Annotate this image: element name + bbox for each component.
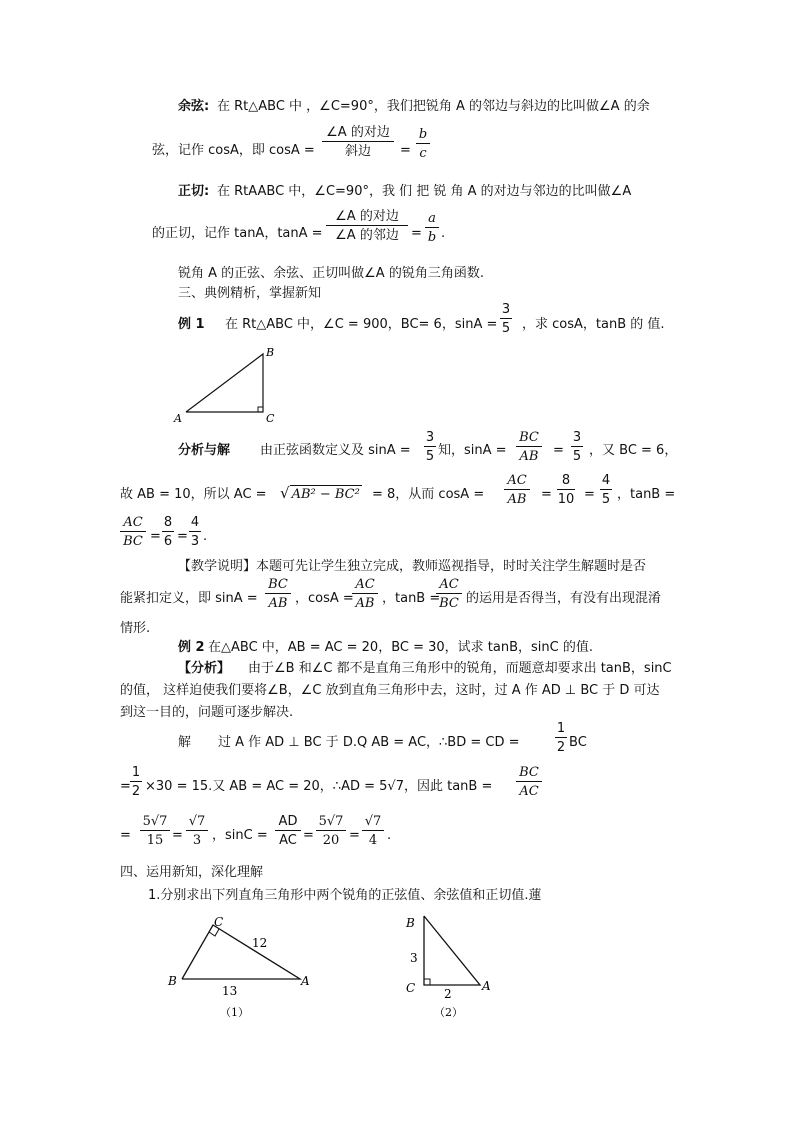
solution-frac-5 — [186, 815, 208, 847]
solution-frac-3 — [516, 766, 542, 798]
example-2-label: 例 2 — [178, 640, 205, 655]
analysis-frac-5 — [557, 474, 575, 506]
frac-num: 8 — [557, 474, 575, 490]
vertex-c-label: C — [214, 915, 224, 929]
eq: = — [120, 828, 131, 843]
cos-eq: = — [400, 143, 411, 158]
vertex-b-label: B — [406, 916, 415, 930]
side-length-12: 12 — [252, 936, 268, 950]
analysis-l2-c: ，tanB = — [617, 487, 676, 502]
eq: = — [584, 487, 595, 502]
tan-frac-den: ∠A 的邻边 — [335, 228, 399, 243]
right-angle-mark — [258, 407, 263, 412]
example-1-text: 在 Rt△ABC 中，∠C = 900，BC= 6，sinA = — [225, 317, 498, 332]
frac-num: AC — [352, 578, 378, 594]
tan-frac-num: ∠A 的对边 — [326, 210, 408, 226]
section-4-heading: 四、运用新知，深化理解 — [120, 865, 264, 880]
cos-ratio — [416, 128, 430, 160]
frac-num: 3 — [572, 430, 582, 445]
right-angle-mark — [424, 979, 430, 985]
analysis-l1-a: 由正弦函数定义及 sinA = — [260, 443, 411, 458]
figure-2-caption: （2） — [434, 1006, 463, 1019]
frac-num: BC — [265, 578, 291, 594]
frac-num: 4 — [190, 515, 200, 530]
example-1-fraction — [500, 303, 512, 335]
frac-den: AB — [268, 596, 288, 611]
note-frac-2 — [352, 578, 378, 610]
analysis-frac-1 — [424, 431, 436, 463]
frac-den: 2 — [556, 740, 566, 755]
frac-den: 5 — [425, 449, 435, 464]
note-l2-d: 的运用是否得当，有没有出现混淆 — [466, 591, 662, 606]
frac-num: AC — [120, 516, 146, 532]
frac-den: AC — [519, 784, 539, 799]
cos-frac-num: ∠A 的对边 — [322, 126, 394, 142]
solution-frac-8 — [362, 815, 384, 847]
frac-num: √7 — [362, 815, 384, 831]
cos-label: 余弦: — [178, 99, 210, 114]
frac-num: 1 — [131, 765, 141, 780]
tan-def-line2: 的正切，记作 tanA，tanA = — [152, 226, 323, 241]
frac-den: 4 — [368, 833, 378, 848]
frac-num: 4 — [601, 473, 611, 488]
frac-den: 10 — [557, 492, 575, 507]
note-frac-3 — [436, 578, 462, 610]
analysis-frac-3 — [571, 431, 583, 463]
vertex-c-label: C — [266, 412, 275, 425]
analysis-l1-c: = — [553, 443, 564, 458]
solution-label: 解 — [178, 735, 192, 750]
frac-den: AB — [355, 596, 375, 611]
analysis-frac-6 — [600, 474, 612, 506]
solution-frac-1 — [555, 722, 567, 754]
analysis-frac-7 — [120, 516, 146, 548]
tan-fraction — [326, 210, 408, 242]
example-1-label: 例 1 — [178, 317, 205, 332]
frac-num: BC — [516, 431, 542, 447]
frac-den: AB — [519, 449, 539, 464]
cos-def-line1: 在 Rt△ABC 中 ，∠C=90°，我们把锐角 A 的邻边与斜边的比叫做∠A 的余 — [217, 99, 650, 114]
side-length-3: 3 — [410, 951, 418, 965]
solution-frac-4 — [140, 815, 170, 847]
vertex-c-label: C — [406, 981, 416, 995]
frac-num: 8 — [163, 515, 173, 530]
frac-num: AC — [504, 474, 530, 490]
tan-ratio-den: b — [427, 230, 437, 245]
eq: = — [541, 487, 552, 502]
eq: = — [150, 529, 161, 544]
triangle-bca — [424, 916, 480, 985]
summary-line: 锐角 A 的正弦、余弦、正切叫做∠A 的锐角三角函数. — [178, 266, 484, 281]
sqrt-expression: √ AB² − BC² — [280, 484, 360, 502]
note-frac-1 — [265, 578, 291, 610]
eq: = — [172, 828, 183, 843]
example-2-analysis-line3: 到这一目的，问题可逐步解决. — [120, 705, 294, 720]
analysis-frac-9 — [189, 516, 201, 548]
vertex-a-label: A — [174, 412, 182, 425]
frac-den: BC — [123, 534, 143, 549]
frac-num: 1 — [556, 721, 566, 736]
exercise-figure-2 — [396, 910, 506, 1022]
eq: = — [120, 779, 131, 794]
frac-den: BC — [439, 596, 459, 611]
frac-num: AC — [436, 578, 462, 594]
cos-frac-den: 斜边 — [344, 144, 371, 159]
frac-den: AB — [507, 492, 527, 507]
side-length-13: 13 — [222, 984, 238, 998]
solution-frac-2 — [130, 766, 142, 798]
cos-fraction — [322, 126, 394, 158]
figure-1-caption: （1） — [220, 1006, 249, 1019]
frac-den: 15 — [146, 833, 164, 848]
vertex-a-label: A — [482, 979, 491, 993]
analysis-label: 分析与解 — [178, 443, 231, 458]
example-2-analysis-label: 【分析】 — [178, 661, 231, 676]
side-length-2: 2 — [444, 987, 452, 1001]
example-2-text: 在△ABC 中，AB = AC = 20，BC = 30，试求 tanB，sinC 的值. — [208, 640, 593, 655]
tan-eq: = — [411, 226, 422, 241]
frac-den: 5 — [572, 449, 582, 464]
sqrt-radicand: AB² − BC² — [291, 487, 360, 502]
frac-num: BC — [516, 766, 542, 782]
triangle-bca — [182, 925, 300, 979]
vertex-b-label: B — [168, 974, 177, 988]
frac-num: AD — [275, 815, 301, 831]
tan-ratio-num: a — [425, 212, 439, 228]
exercise-1-text: 1.分别求出下列直角三角形中两个锐角的正弦值、余弦值和正切值.蓮 — [148, 888, 542, 903]
period: . — [203, 529, 208, 544]
cos-ratio-den: c — [419, 146, 427, 161]
note-l2-a: 能紧扣定义，即 sinA = — [120, 591, 258, 606]
solution-line2: ×30 = 15.又 AB = AC = 20，∴AD = 5√7，因此 tanB = — [145, 779, 493, 794]
example-2-analysis-line1: 由于∠B 和∠C 都不是直角三角形中的锐角，而题意却要求出 tanB，sinC — [248, 661, 672, 676]
analysis-l2-a: 故 AB = 10，所以 AC = — [120, 487, 267, 502]
teaching-note-line1: 【教学说明】本题可先让学生独立完成，教师巡视指导，时时关注学生解题时是否 — [178, 559, 647, 574]
eq: = — [177, 529, 188, 544]
analysis-frac-4 — [504, 474, 530, 506]
frac-num: 5√7 — [140, 815, 170, 831]
period: . — [387, 828, 392, 843]
analysis-l1-d: ，又 BC = 6， — [589, 443, 678, 458]
vertex-a-label: A — [301, 974, 310, 988]
tan-label: 正切: — [178, 184, 210, 199]
note-l2-b: ，cosA = — [295, 591, 354, 606]
frac-den: 3 — [192, 833, 202, 848]
section-3-heading: 三、典例精析，掌握新知 — [178, 286, 322, 301]
solution-line1: 过 A 作 AD ⊥ BC 于 D.Q AB = AC，∴BD = CD = — [218, 735, 520, 750]
solution-line3-b: ，sinC = — [212, 828, 268, 843]
ex1-frac-num: 3 — [501, 302, 511, 317]
tan-def-line1: 在 RtAABC 中，∠C=90°，我 们 把 锐 角 A 的对边与邻边的比叫做∠A — [217, 184, 632, 199]
solution-line1-end: BC — [569, 735, 587, 750]
frac-den: 3 — [190, 534, 200, 549]
frac-den: 2 — [131, 784, 141, 799]
analysis-frac-8 — [162, 516, 174, 548]
vertex-b-label: B — [266, 346, 275, 359]
frac-den: AC — [279, 833, 297, 848]
frac-num: 5√7 — [316, 815, 346, 831]
note-l2-c: ，tanB = — [382, 591, 441, 606]
eq: = — [303, 828, 314, 843]
exercise-figure-1 — [160, 915, 330, 1025]
cos-ratio-num: b — [416, 128, 430, 144]
analysis-l1-b: 知，sinA = — [438, 443, 507, 458]
frac-num: 3 — [425, 430, 435, 445]
frac-num: √7 — [186, 815, 208, 831]
note-line3: 情形. — [120, 621, 151, 636]
frac-den: 5 — [601, 492, 611, 507]
analysis-l2-b: = 8，从而 cosA = — [372, 487, 485, 502]
eq: = — [349, 828, 360, 843]
ex1-frac-den: 5 — [501, 321, 511, 336]
triangle-abc — [186, 354, 263, 412]
solution-frac-7 — [316, 815, 346, 847]
example-2-analysis-line2: 的值， 这样迫使我们要将∠B，∠C 放到直角三角形中去，这时，过 A 作 AD ⊥ BC 于 D 可达 — [120, 683, 660, 698]
solution-frac-6 — [275, 815, 301, 847]
example-1-triangle-figure — [168, 346, 288, 428]
frac-den: 6 — [163, 534, 173, 549]
frac-den: 20 — [322, 833, 340, 848]
analysis-frac-2 — [516, 431, 542, 463]
cos-def-line2: 弦，记作 cosA，即 cosA = — [152, 143, 315, 158]
tan-end: . — [441, 226, 446, 241]
example-1-tail: ，求 cosA，tanB 的 值. — [522, 317, 665, 332]
tan-ratio — [425, 212, 439, 244]
